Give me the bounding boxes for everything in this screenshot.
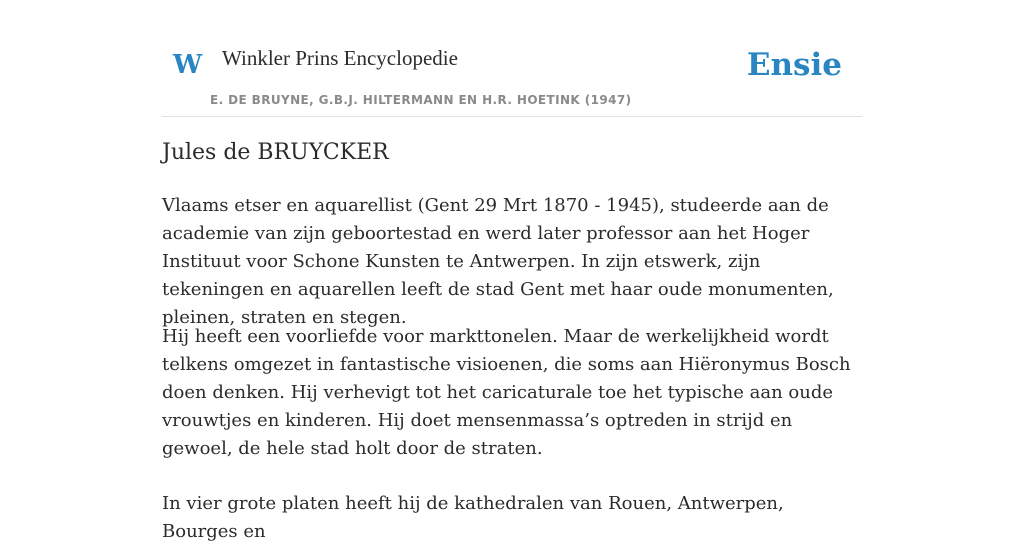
article-paragraph: Vlaams etser en aquarellist (Gent 29 Mrt 1870 - 1945), studeerde aan de academie van zijn geboortestad en werd later professor aan het Hoger Instituut voor Schone Kunsten te Antwerpen. In zijn etswerk, zijn tekeningen en aquarellen leeft de stad Gent met haar oude monumenten, pleinen, straten en stegen.: [162, 195, 834, 328]
article-paragraph: Hij heeft een voorliefde voor markttonelen. Maar de werkelijkheid wordt telkens omgezet in fantastische visioenen, die soms aan Hiëronymus Bosch doen denken. Hij verhevigt tot het caricaturale toe het typische aan oude vrouwtjes en kinderen. Hij doet mensenmassa’s optreden in strijd en gewoel, de hele stad holt door de straten.: [162, 326, 851, 459]
page: [162, 0, 862, 542]
brand-logo[interactable]: Ensie: [746, 47, 842, 83]
site-subtitle: E. DE BRUYNE, G.B.J. HILTERMANN EN H.R. HOETINK (1947): [210, 93, 632, 107]
article-paragraph: In vier grote platen heeft hij de kathedralen van Rouen, Antwerpen, Bourges en: [162, 493, 784, 542]
article-title: Jules de BRUYCKER: [162, 140, 389, 165]
site-header: [162, 0, 862, 117]
site-title[interactable]: Winkler Prins Encyclopedie: [222, 46, 458, 70]
logo-icon[interactable]: W: [173, 50, 203, 80]
